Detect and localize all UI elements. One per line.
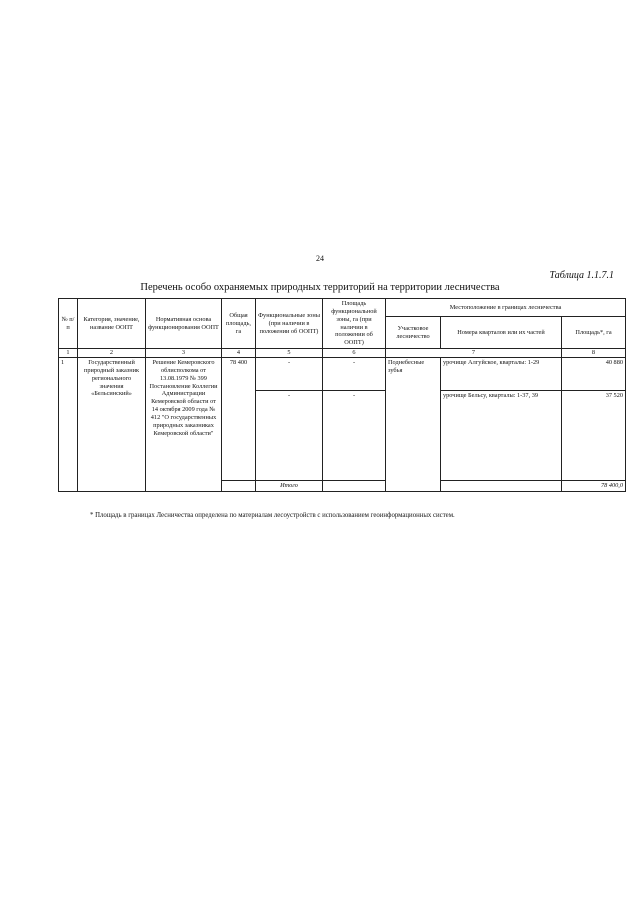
header-location-group: Местоположение в границах лесничества	[386, 299, 626, 317]
column-number: 5	[256, 349, 323, 358]
row-zone: -	[256, 391, 323, 481]
page-number: 24	[316, 254, 324, 263]
total-label: Итого	[256, 481, 323, 492]
column-number: 4	[222, 349, 256, 358]
row-area: 78 400	[222, 358, 256, 481]
header-zone-area: Площадь функциональной зоны, га (при наличии в положении об ООПТ)	[323, 299, 386, 349]
row-zone-area: -	[323, 358, 386, 391]
table-label: Таблица 1.1.7.1	[549, 270, 614, 281]
header-zones: Функциональные зоны (при наличии в положении об ООПТ)	[256, 299, 323, 349]
total-value: 78 400,0	[562, 481, 626, 492]
header-num: № п/п	[59, 299, 78, 349]
row-zone-area: -	[323, 391, 386, 481]
basis-resolution: Постановление Коллегии Администрации Кемеровской области от 14 октября 2009 года № 412 "О государственных природных заказниках Кемеровской области"	[149, 382, 218, 437]
column-number: 7	[386, 349, 562, 358]
row-quarters: урочище Бельсу, кварталы: 1-37, 39	[441, 391, 562, 481]
row-district: Поднебесные зубья	[386, 358, 441, 492]
basis-decision: Решение Кемеровского облисполкома от 13.08.1979 № 399	[152, 359, 215, 382]
header-category: Категория, значение, название ООПТ	[78, 299, 146, 349]
column-number: 1	[59, 349, 78, 358]
header-row	[59, 299, 626, 317]
row-quarters: урочище Алгуйское, кварталы: 1-29	[441, 358, 562, 391]
footnote: * Площадь в границах Лесничества определена по материалам лесоустройств с использованием геоинформационных систем.	[90, 512, 455, 519]
total-empty-cell	[222, 481, 256, 492]
row-basis	[146, 358, 222, 492]
row-loc-area: 40 880	[562, 358, 626, 391]
column-number: 3	[146, 349, 222, 358]
row-loc-area: 37 520	[562, 391, 626, 481]
row-zone: -	[256, 358, 323, 391]
table-row	[59, 358, 626, 391]
column-number-row	[59, 349, 626, 358]
row-category: Государственный природный заказник регионального значения «Бельсинский»	[78, 358, 146, 492]
total-empty-cell	[323, 481, 386, 492]
header-basis: Нормативная основа функционирования ООПТ	[146, 299, 222, 349]
total-empty-cell	[441, 481, 562, 492]
header-district: Участковое лесничество	[386, 317, 441, 349]
protected-areas-table	[58, 298, 626, 492]
header-loc-area: Площадь*, га	[562, 317, 626, 349]
column-number: 2	[78, 349, 146, 358]
column-number: 8	[562, 349, 626, 358]
header-area: Общая площадь, га	[222, 299, 256, 349]
document-title: Перечень особо охраняемых природных территорий на территории лесничества	[140, 282, 500, 293]
row-num: 1	[59, 358, 78, 492]
column-number: 6	[323, 349, 386, 358]
header-quarters: Номера кварталов или их частей	[441, 317, 562, 349]
